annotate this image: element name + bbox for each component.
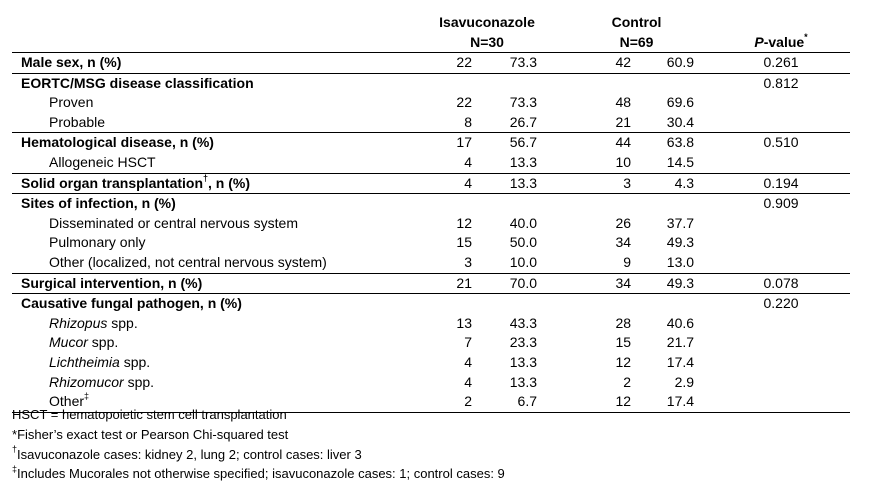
group2-count: 34 <box>615 234 632 251</box>
row-label-suffix: spp. <box>123 373 155 390</box>
footnote-text: Includes Mucorales not otherwise specified; isavuconazole cases: 1; control cases: 9 <box>17 466 505 482</box>
group1-count: 17 <box>413 133 472 153</box>
group1-count: 4 <box>464 373 472 390</box>
group1-percent: 26.7 <box>509 113 538 130</box>
group1-count: 4 <box>464 353 472 370</box>
row-label-text: Pulmonary only <box>49 234 146 251</box>
group1-count: 8 <box>464 113 472 130</box>
group2-percent <box>633 194 712 214</box>
group1-percent: 13.3 <box>509 373 538 390</box>
row-label-text: Male sex, n (%) <box>21 54 122 70</box>
group1-percent: 56.7 <box>472 133 561 153</box>
group1-count: 13 <box>456 314 472 331</box>
group2-count: 9 <box>623 253 632 270</box>
row-label-text: Proven <box>49 94 94 111</box>
group2-count: 34 <box>561 273 633 294</box>
group1-percent: 73.3 <box>509 94 538 111</box>
group1-percent <box>472 194 561 214</box>
pvalue <box>712 333 850 353</box>
table-row <box>12 133 850 153</box>
pvalue <box>712 253 850 273</box>
row-label-suffix: spp. <box>107 314 138 331</box>
table-row <box>12 113 850 133</box>
pvalue: 0.261 <box>712 53 850 74</box>
group2-percent: 30.4 <box>666 113 695 130</box>
group1-count: 22 <box>456 94 472 111</box>
group1-name: Isavuconazole <box>439 14 535 30</box>
row-label <box>12 53 413 74</box>
group1-count <box>413 194 472 214</box>
footnote-text: HSCT = hematopoietic stem cell transplantation <box>12 407 287 422</box>
pvalue <box>712 373 850 393</box>
row-label-text: EORTC/MSG disease classification <box>21 74 254 91</box>
row-label <box>12 153 413 173</box>
group2-count: 12 <box>561 392 633 412</box>
pvalue <box>712 392 850 412</box>
row-label-text: Rhizomucor <box>49 373 124 390</box>
group1-count: 12 <box>456 214 472 231</box>
group1-percent: 13.3 <box>509 353 538 370</box>
header-row-2 <box>12 32 850 53</box>
group1-count: 4 <box>464 153 472 170</box>
pvalue: 0.510 <box>712 133 850 153</box>
table-row <box>12 273 850 294</box>
table-row <box>12 314 850 334</box>
table-row <box>12 53 850 74</box>
comparison-table <box>12 13 850 413</box>
footnote-mark: * <box>12 426 18 442</box>
group1-percent: 40.0 <box>509 214 538 231</box>
row-label <box>12 194 413 214</box>
group2-percent: 4.3 <box>633 173 712 194</box>
table-row <box>12 373 850 393</box>
table-row <box>12 214 850 234</box>
row-label <box>12 373 413 393</box>
row-label <box>12 113 413 133</box>
group1-count: 4 <box>413 173 472 194</box>
group2-percent: 40.6 <box>666 314 695 331</box>
table-row <box>12 233 850 253</box>
group1-count: 2 <box>413 392 472 412</box>
group1-percent: 73.3 <box>472 53 561 74</box>
row-label-text: Allogeneic HSCT <box>49 153 156 170</box>
row-label-text: Probable <box>49 113 106 130</box>
group1-count: 3 <box>464 253 472 270</box>
table-row <box>12 173 850 194</box>
row-label <box>12 214 413 234</box>
row-label-text: Solid organ transplantation <box>21 174 204 191</box>
group1-percent <box>472 73 561 93</box>
group2-n: N=69 <box>619 34 654 50</box>
group2-percent: 17.4 <box>666 353 695 370</box>
row-label-text: Rhizopus <box>49 314 108 331</box>
row-label-text: Other (localized, not central nervous system) <box>49 253 327 270</box>
row-label-suffix: , n (%) <box>208 174 251 191</box>
table-row <box>12 93 850 113</box>
pvalue: 0.078 <box>712 273 850 294</box>
footnote <box>12 464 505 484</box>
pvalue <box>712 314 850 334</box>
row-label <box>12 314 413 334</box>
footnote-mark: ‡ <box>12 464 18 475</box>
group2-count: 2 <box>623 373 632 390</box>
row-label <box>12 93 413 113</box>
table-row <box>12 153 850 173</box>
group2-percent: 17.4 <box>633 392 712 412</box>
row-label-text: Sites of infection, n (%) <box>21 195 176 212</box>
group2-count: 48 <box>615 94 632 111</box>
table-row <box>12 333 850 353</box>
row-label-text: Lichtheimia <box>49 353 120 370</box>
row-label <box>12 333 413 353</box>
footnotes <box>12 405 505 484</box>
table-container <box>12 13 850 413</box>
group2-percent: 60.9 <box>633 53 712 74</box>
group1-percent: 10.0 <box>509 253 538 270</box>
row-label-suffix: spp. <box>87 334 119 351</box>
footnote <box>12 405 505 425</box>
group1-n: N=30 <box>470 34 504 50</box>
table-row <box>12 294 850 314</box>
row-label-text: Mucor <box>49 334 88 351</box>
group1-percent: 13.3 <box>509 153 538 170</box>
group2-percent <box>633 294 712 314</box>
group2-count: 26 <box>615 214 632 231</box>
header-empty-pv <box>712 13 850 32</box>
group2-count: 44 <box>561 133 633 153</box>
group2-count: 10 <box>615 153 632 170</box>
group2-count <box>561 194 633 214</box>
group2-count <box>561 294 633 314</box>
group2-percent: 13.0 <box>666 253 695 270</box>
group1-count: 7 <box>464 334 472 351</box>
pvalue <box>712 233 850 253</box>
row-label <box>12 73 413 93</box>
row-label <box>12 133 413 153</box>
footnote <box>12 445 505 465</box>
row-label <box>12 253 413 273</box>
group2-percent: 14.5 <box>666 153 695 170</box>
table-row <box>12 253 850 273</box>
table-row <box>12 73 850 93</box>
footnote <box>12 425 505 445</box>
pvalue-p: P <box>754 34 764 50</box>
row-label-text: Disseminated or central nervous system <box>49 214 298 231</box>
pvalue-mark: * <box>804 32 808 43</box>
group2-percent: 49.3 <box>633 273 712 294</box>
row-label-suffix: spp. <box>119 353 151 370</box>
header-row-1 <box>12 13 850 32</box>
group2-count: 12 <box>615 353 632 370</box>
pvalue-rest: -value <box>763 34 805 50</box>
row-label <box>12 294 413 314</box>
group2-name: Control <box>611 14 662 30</box>
row-label-mark: † <box>203 172 209 183</box>
group2-percent <box>633 73 712 93</box>
group2-count: 42 <box>561 53 633 74</box>
footnote-text: Fisher’s exact test or Pearson Chi-squared test <box>17 426 289 442</box>
footnote-mark: † <box>12 444 18 455</box>
row-label-text: Causative fungal pathogen, n (%) <box>21 295 242 312</box>
group2-count: 28 <box>615 314 632 331</box>
group2-percent: 63.8 <box>633 133 712 153</box>
pvalue: 0.220 <box>712 294 850 314</box>
row-label <box>12 173 413 194</box>
group1-percent: 23.3 <box>509 334 538 351</box>
row-label-text: Other <box>49 393 85 410</box>
group1-percent: 50.0 <box>509 234 538 251</box>
row-label-mark: ‡ <box>84 391 90 402</box>
header-empty-2 <box>12 32 413 53</box>
group1-count <box>413 73 472 93</box>
group2-count <box>561 73 633 93</box>
group2-percent: 21.7 <box>666 334 695 351</box>
table-row <box>12 353 850 373</box>
table-row <box>12 194 850 214</box>
pvalue <box>712 353 850 373</box>
footnote-text: Isavuconazole cases: kidney 2, lung 2; control cases: liver 3 <box>17 446 362 462</box>
group2-percent: 37.7 <box>666 214 695 231</box>
row-label-text: Surgical intervention, n (%) <box>21 274 203 291</box>
row-label <box>12 353 413 373</box>
row-label-text: Hematological disease, n (%) <box>21 134 214 151</box>
group1-percent: 13.3 <box>472 173 561 194</box>
pvalue <box>712 113 850 133</box>
pvalue: 0.194 <box>712 173 850 194</box>
group1-percent <box>472 294 561 314</box>
group1-percent: 70.0 <box>472 273 561 294</box>
row-label <box>12 233 413 253</box>
row-label <box>12 273 413 294</box>
group1-percent: 6.7 <box>472 392 561 412</box>
header-empty <box>12 13 413 32</box>
pvalue-header <box>712 32 850 53</box>
group2-percent: 49.3 <box>666 234 695 251</box>
pvalue <box>712 153 850 173</box>
pvalue: 0.909 <box>712 194 850 214</box>
group2-percent: 2.9 <box>674 373 695 390</box>
group1-count <box>413 294 472 314</box>
group2-count: 15 <box>615 334 632 351</box>
pvalue <box>712 214 850 234</box>
group1-count: 22 <box>413 53 472 74</box>
pvalue: 0.812 <box>712 73 850 93</box>
table-body <box>12 53 850 413</box>
pvalue <box>712 93 850 113</box>
group2-count: 3 <box>561 173 633 194</box>
group1-percent: 43.3 <box>509 314 538 331</box>
group1-count: 15 <box>456 234 472 251</box>
group2-count: 21 <box>615 113 632 130</box>
group2-percent: 69.6 <box>666 94 695 111</box>
group1-count: 21 <box>413 273 472 294</box>
